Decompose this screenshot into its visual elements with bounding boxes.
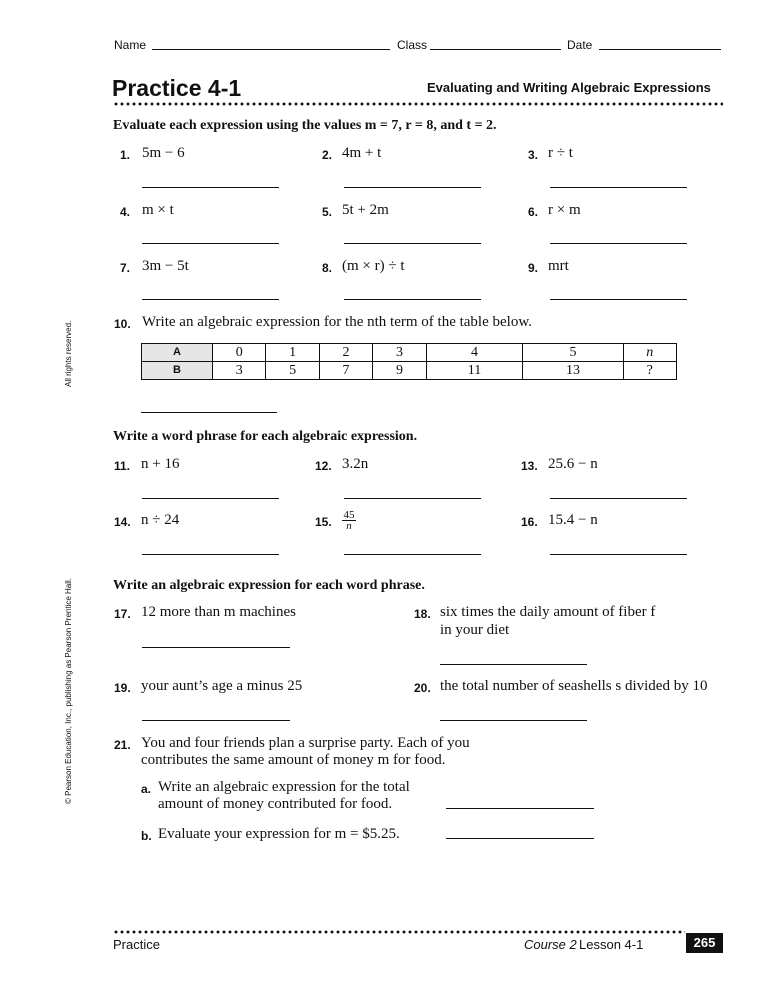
item-num: 19. bbox=[114, 681, 131, 695]
answer-line[interactable] bbox=[142, 720, 290, 721]
item-expr: r × m bbox=[548, 202, 581, 218]
table-cell: n bbox=[623, 344, 676, 362]
date-label: Date bbox=[567, 38, 593, 52]
item-num: 4. bbox=[120, 205, 131, 219]
q10-text: Write an algebraic expression for the nth term of the table below. bbox=[142, 314, 532, 330]
q21-text: contributes the same amount of money m for food. bbox=[141, 752, 446, 768]
answer-line[interactable] bbox=[142, 647, 290, 648]
answer-line[interactable] bbox=[142, 554, 279, 555]
page-title: Practice 4-1 bbox=[112, 75, 242, 101]
copyright-note: © Pearson Education, Inc., publishing as Pearson Prentice Hall. bbox=[64, 577, 73, 804]
title-divider bbox=[113, 102, 723, 106]
table-cell: 4 bbox=[426, 344, 523, 362]
footer-label: Practice bbox=[113, 937, 160, 952]
item-expr: 3.2n bbox=[342, 456, 369, 472]
item-expr: r ÷ t bbox=[548, 145, 573, 161]
answer-line[interactable] bbox=[142, 243, 279, 244]
answer-line[interactable] bbox=[344, 498, 481, 499]
rights-note: All rights reserved. bbox=[64, 320, 73, 387]
item-expr: m × t bbox=[142, 202, 174, 218]
item-num: 2. bbox=[322, 148, 333, 162]
item-num: 11. bbox=[114, 459, 131, 473]
answer-line[interactable] bbox=[440, 720, 587, 721]
answer-line[interactable] bbox=[344, 554, 481, 555]
item-text: your aunt’s age a minus 25 bbox=[141, 678, 303, 694]
answer-line[interactable] bbox=[142, 498, 279, 499]
item-text: in your diet bbox=[440, 622, 510, 638]
fraction-numerator: 45 bbox=[343, 509, 355, 521]
item-num: 3. bbox=[528, 148, 539, 162]
table-cell: 7 bbox=[319, 362, 372, 380]
table-cell: ? bbox=[623, 362, 676, 380]
item-expr: mrt bbox=[548, 258, 569, 274]
item-expr: 15.4 − n bbox=[548, 512, 598, 528]
table-cell: 3 bbox=[373, 344, 426, 362]
table-cell: 9 bbox=[373, 362, 426, 380]
answer-line[interactable] bbox=[141, 412, 277, 413]
answer-line[interactable] bbox=[142, 187, 279, 188]
footer-lesson: Lesson 4-1 bbox=[579, 937, 644, 952]
row-header: B bbox=[142, 362, 213, 380]
item-expr: 5m − 6 bbox=[142, 145, 185, 161]
date-field[interactable] bbox=[599, 49, 721, 50]
item-num: 8. bbox=[322, 261, 333, 275]
section1-instruction: Evaluate each expression using the values m = 7, r = 8, and t = 2. bbox=[113, 118, 497, 133]
item-num: 5. bbox=[322, 205, 333, 219]
footer-course: Course 2 bbox=[524, 937, 577, 952]
item-num: 21. bbox=[114, 738, 131, 752]
item-num: 12. bbox=[315, 459, 332, 473]
row-header: A bbox=[142, 344, 213, 362]
answer-line[interactable] bbox=[344, 299, 481, 300]
answer-line[interactable] bbox=[440, 664, 587, 665]
item-text: the total number of seashells s divided by 10 bbox=[440, 678, 708, 694]
sub-label: b. bbox=[141, 829, 152, 843]
q21a-text: amount of money contributed for food. bbox=[158, 796, 393, 812]
table-cell: 2 bbox=[319, 344, 372, 362]
item-num: 7. bbox=[120, 261, 131, 275]
item-expr: 25.6 − n bbox=[548, 456, 598, 472]
item-num: 13. bbox=[521, 459, 538, 473]
table-cell: 5 bbox=[523, 344, 623, 362]
answer-line[interactable] bbox=[446, 838, 594, 839]
q21-text: You and four friends plan a surprise party. Each of you bbox=[141, 735, 470, 751]
sub-label: a. bbox=[141, 782, 152, 796]
answer-line[interactable] bbox=[550, 187, 687, 188]
answer-line[interactable] bbox=[550, 243, 687, 244]
class-label: Class bbox=[397, 38, 428, 52]
item-num: 14. bbox=[114, 515, 131, 529]
item-num: 6. bbox=[528, 205, 539, 219]
table-cell: 5 bbox=[266, 362, 319, 380]
answer-line[interactable] bbox=[550, 299, 687, 300]
q21a-text: Write an algebraic expression for the total bbox=[158, 779, 410, 795]
class-field[interactable] bbox=[430, 49, 561, 50]
item-expr: (m × r) ÷ t bbox=[342, 258, 405, 274]
page-subtitle: Evaluating and Writing Algebraic Expressions bbox=[427, 80, 711, 95]
table-cell: 13 bbox=[523, 362, 623, 380]
item-expr: n ÷ 24 bbox=[141, 512, 180, 528]
answer-line[interactable] bbox=[550, 498, 687, 499]
answer-line[interactable] bbox=[550, 554, 687, 555]
item-expr: 5t + 2m bbox=[342, 202, 389, 218]
name-field[interactable] bbox=[152, 49, 390, 50]
answer-line[interactable] bbox=[344, 243, 481, 244]
footer-divider bbox=[113, 930, 685, 934]
table-row bbox=[142, 362, 677, 380]
item-num: 9. bbox=[528, 261, 539, 275]
item-num: 10. bbox=[114, 317, 131, 331]
table-cell: 0 bbox=[213, 344, 266, 362]
q21b-text: Evaluate your expression for m = $5.25. bbox=[158, 826, 400, 842]
item-num: 1. bbox=[120, 148, 131, 162]
item-num: 16. bbox=[521, 515, 538, 529]
item-expr: 3m − 5t bbox=[142, 258, 189, 274]
section2-instruction: Write a word phrase for each algebraic expression. bbox=[113, 429, 418, 444]
item-num: 15. bbox=[315, 515, 332, 529]
answer-line[interactable] bbox=[344, 187, 481, 188]
item-num: 17. bbox=[114, 607, 131, 621]
table-cell: 3 bbox=[213, 362, 266, 380]
sequence-table bbox=[141, 343, 677, 380]
table-row bbox=[142, 344, 677, 362]
item-expr: 4m + t bbox=[342, 145, 382, 161]
answer-line[interactable] bbox=[446, 808, 594, 809]
fraction-denominator: n bbox=[346, 520, 352, 532]
answer-line[interactable] bbox=[142, 299, 279, 300]
item-num: 18. bbox=[414, 607, 431, 621]
name-label: Name bbox=[114, 38, 147, 52]
table-cell: 1 bbox=[266, 344, 319, 362]
page-number: 265 bbox=[686, 933, 723, 953]
item-text: six times the daily amount of fiber f bbox=[440, 604, 656, 620]
item-num: 20. bbox=[414, 681, 431, 695]
item-expr: n + 16 bbox=[141, 456, 180, 472]
item-text: 12 more than m machines bbox=[141, 604, 296, 620]
section3-instruction: Write an algebraic expression for each word phrase. bbox=[113, 578, 425, 593]
table-cell: 11 bbox=[426, 362, 523, 380]
